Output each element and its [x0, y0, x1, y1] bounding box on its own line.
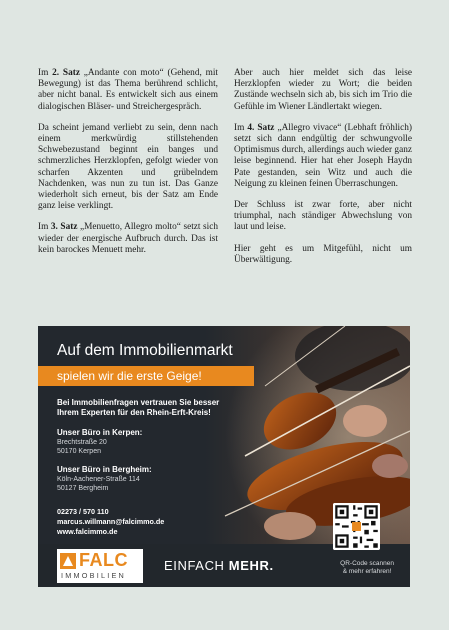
office-kerpen-street: Brechtstraße 20	[57, 439, 107, 446]
logo-subtitle: IMMOBILIEN	[61, 571, 126, 580]
qr-code[interactable]	[333, 503, 380, 550]
office-kerpen-city: 50170 Kerpen	[57, 448, 101, 455]
contact-block	[57, 507, 164, 537]
qr-caption: QR-Code scannen & mehr erfahren!	[340, 560, 394, 575]
website-link[interactable]: www.falcimmo.de	[57, 527, 118, 536]
paragraph-satz-3: Im 3. Satz „Menuetto, Allegro molto“ setzt sich wieder der energische Aufbruch durch. Das ist kein barockes Menuett mehr.	[38, 222, 219, 255]
ad-headline: Auf dem Immobilienmarkt	[57, 342, 233, 359]
slogan: EINFACH MEHR.	[164, 558, 274, 573]
office-bergheim-city: 50127 Bergheim	[57, 485, 109, 492]
ad-footer-bar	[38, 544, 410, 587]
paragraph-mitgefuehl: Hier geht es um Mitgefühl, nicht um Überwältigung.	[234, 243, 412, 265]
paragraph-verliebt: Da scheint jemand verliebt zu sein, denn nach einem merkwürdig stillstehenden Schwebezustand beginnt ein banges und schmerzliches Herzklopfen, gefolgt wieder von scharfen Akzenten und grübelndem Nachdenken, was nun zu tun ist. Das Ganze wiederholt sich erneut, bis der Satz am Ende ganz leise verklingt.	[38, 122, 218, 212]
paragraph-satz-4: Im 4. Satz „Allegro vivace“ (Lebhaft fröhlich) setzt sich dann endgültig der schwungvolle Optimismus durch, allerdings auch wieder ganz leise beginnend. Hier hat eher Joseph Haydn Pate gestanden, sein Witz und auch die Neigung zu kleinen feinen Überraschungen.	[234, 122, 412, 189]
right-text-column	[234, 68, 412, 276]
email-link[interactable]: marcus.willmann@falcimmo.de	[57, 517, 165, 526]
satz-4-label: 4. Satz	[247, 122, 275, 133]
paragraph-herzklopfen: Aber auch hier meldet sich das leise Herzklopfen wieder zu Wort; die beiden Zustände wechseln sich ab, bis sich im Trio die Gefühle im Wiener Ländlertakt wiegen.	[234, 68, 412, 112]
office-kerpen	[57, 428, 142, 456]
logo-name: FALC	[79, 550, 128, 570]
ad-intro-line-2: Ihrem Experten für den Rhein-Erft-Kreis!	[57, 408, 211, 417]
ad-intro	[57, 398, 267, 418]
office-bergheim-title: Unser Büro in Bergheim:	[57, 465, 152, 474]
falc-logo	[57, 549, 143, 583]
falc-logo-icon	[60, 553, 76, 569]
satz-3-label: 3. Satz	[50, 222, 78, 233]
paragraph-schluss: Der Schluss ist zwar forte, aber nicht triumphal, nach ständiger Abwechslung von laut und leise.	[234, 200, 412, 233]
office-kerpen-title: Unser Büro in Kerpen:	[57, 428, 143, 437]
phone-number[interactable]: 02273 / 570 110	[57, 507, 109, 516]
left-text-column	[38, 68, 218, 266]
office-bergheim-street: Köln-Aachener-Straße 114	[57, 476, 140, 483]
falc-advertisement[interactable]	[38, 326, 410, 587]
ad-intro-line-1: Bei Immobilienfragen vertrauen Sie besser	[57, 398, 220, 407]
paragraph-satz-2: Im 2. Satz „Andante con moto“ (Gehend, mit Bewegung) ist das Thema berührend schlicht, aber nicht banal. Es entwickelt sich aus einem dialogischen Bläser- und Streichergespräch.	[38, 68, 219, 112]
ad-subheadline-banner: spielen wir die erste Geige!	[38, 366, 254, 386]
satz-2-label: 2. Satz	[52, 68, 80, 78]
office-bergheim	[57, 465, 152, 493]
